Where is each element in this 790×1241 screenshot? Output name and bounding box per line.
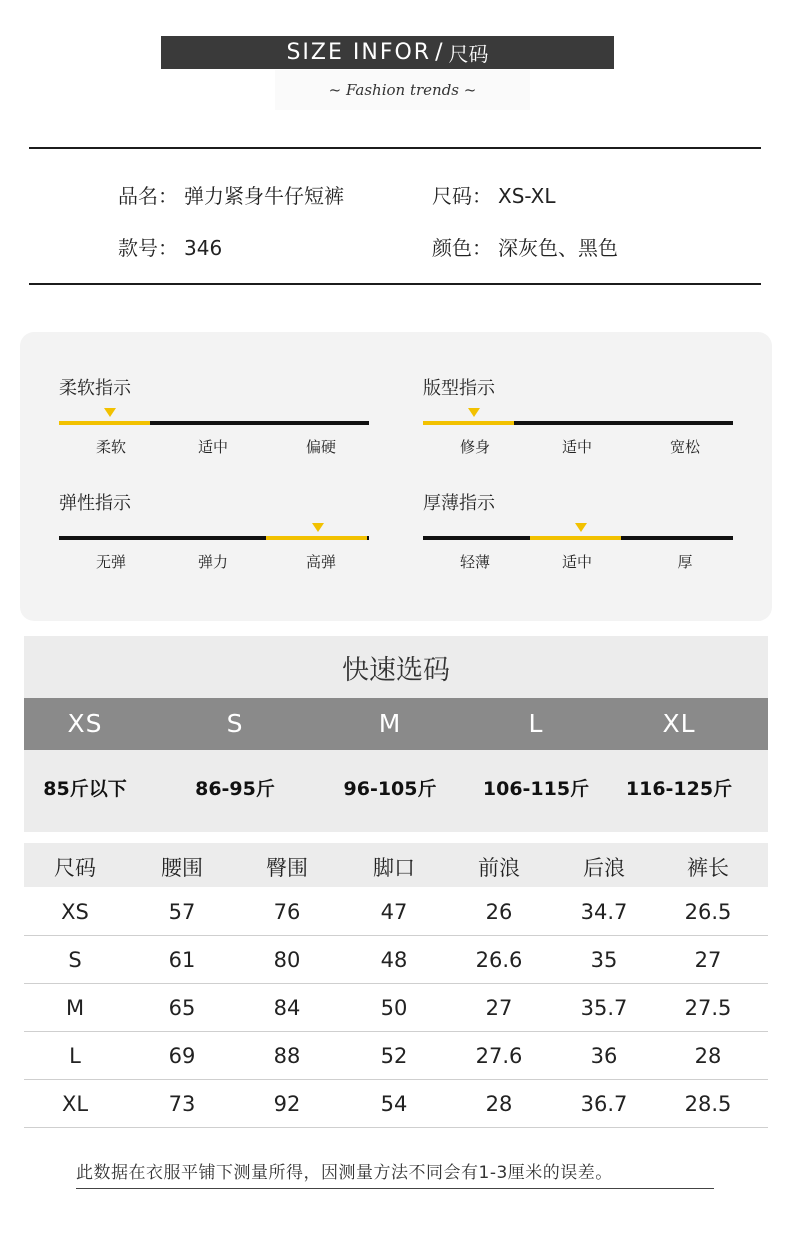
table-cell: 50 <box>380 996 408 1020</box>
table-header-cell: 臀围 <box>266 856 308 880</box>
product-name <box>118 180 344 209</box>
style-number-value: 346 <box>184 236 223 260</box>
quick-weight-value: 106-115斤 <box>482 778 590 800</box>
quick-weight-row <box>24 750 768 832</box>
indicator-track <box>423 421 733 425</box>
indicator-highlight <box>266 536 367 540</box>
indicator-option: 无弹 <box>95 553 126 571</box>
indicator-title: 厚薄指示 <box>423 493 495 514</box>
table-cell: 52 <box>380 1044 408 1068</box>
table-cell: 27 <box>485 996 513 1020</box>
table-cell: S <box>68 948 82 972</box>
table-cell: 26.6 <box>475 948 523 972</box>
divider-top <box>29 147 761 149</box>
indicator-option: 高弹 <box>305 553 336 571</box>
table-cell: 47 <box>380 900 408 924</box>
indicator-highlight <box>59 421 150 425</box>
title-separator: / <box>435 40 445 65</box>
indicator-option: 修身 <box>459 438 490 456</box>
quick-size-label: L <box>528 709 544 738</box>
indicator-arrow-icon <box>468 408 480 417</box>
table-header-cell: 后浪 <box>583 856 625 880</box>
thickness-indicator <box>423 489 733 599</box>
indicator-title: 弹性指示 <box>59 493 131 514</box>
product-name-value: 弹力紧身牛仔短裤 <box>184 184 344 208</box>
indicator-track <box>59 421 369 425</box>
table-header-cell: 前浪 <box>478 856 520 880</box>
colors-label: 颜色： <box>432 236 492 260</box>
indicator-panel <box>20 332 772 621</box>
table-cell: 54 <box>380 1092 408 1116</box>
table-cell: XS <box>61 900 89 924</box>
size-range-label: 尺码： <box>432 184 492 208</box>
indicator-option: 厚 <box>677 553 693 571</box>
table-cell: 35 <box>590 948 618 972</box>
product-colors <box>432 232 618 261</box>
title-en: SIZE INFOR <box>286 40 432 65</box>
style-number-label: 款号： <box>118 236 178 260</box>
size-range-value: XS-XL <box>498 184 556 208</box>
indicator-arrow-icon <box>575 523 587 532</box>
colors-value: 深灰色、黑色 <box>498 236 618 260</box>
table-cell: 73 <box>168 1092 196 1116</box>
indicator-option: 轻薄 <box>459 553 490 571</box>
table-cell: 36.7 <box>580 1092 628 1116</box>
indicator-highlight <box>423 421 514 425</box>
table-cell: 80 <box>273 948 301 972</box>
quick-weight-value: 85斤以下 <box>43 778 127 800</box>
quick-weight-value: 86-95斤 <box>195 778 275 800</box>
indicator-option: 适中 <box>561 553 592 571</box>
table-cell: 92 <box>273 1092 301 1116</box>
title-bar <box>161 36 614 69</box>
table-cell: 84 <box>273 996 301 1020</box>
quick-size-bar <box>24 698 768 750</box>
indicator-option: 适中 <box>197 438 228 456</box>
quick-size-label: M <box>378 709 402 738</box>
product-name-label: 品名： <box>118 184 178 208</box>
quick-size-label: XS <box>67 709 103 738</box>
indicator-track <box>423 536 733 540</box>
table-cell: L <box>69 1044 81 1068</box>
table-cell: 36 <box>590 1044 618 1068</box>
table-cell: 27.6 <box>475 1044 523 1068</box>
table-cell: 34.7 <box>580 900 628 924</box>
indicator-option: 弹力 <box>197 553 228 571</box>
table-cell: 26.5 <box>684 900 732 924</box>
indicator-arrow-icon <box>312 523 324 532</box>
table-cell: 26 <box>485 900 513 924</box>
table-row <box>24 887 768 936</box>
product-style-number <box>118 232 222 261</box>
title-cn: 尺码 <box>448 42 489 66</box>
quick-size-title: 快速选码 <box>24 636 768 698</box>
table-cell: 35.7 <box>580 996 628 1020</box>
table-cell: 88 <box>273 1044 301 1068</box>
table-cell: 28 <box>694 1044 722 1068</box>
table-cell: XL <box>61 1092 89 1116</box>
fit-indicator <box>423 374 733 484</box>
indicator-arrow-icon <box>104 408 116 417</box>
table-row <box>24 983 768 1032</box>
indicator-option: 宽松 <box>669 438 700 456</box>
elasticity-indicator <box>59 489 369 599</box>
quick-weight-value: 116-125斤 <box>625 778 733 800</box>
table-cell: 28 <box>485 1092 513 1116</box>
table-header-cell: 脚口 <box>373 856 415 880</box>
table-cell: 28.5 <box>684 1092 732 1116</box>
table-header-cell: 裤长 <box>687 856 729 880</box>
table-cell: 76 <box>273 900 301 924</box>
measurement-note: 此数据在衣服平铺下测量所得，因测量方法不同会有1-3厘米的误差。 <box>76 1163 613 1183</box>
table-row <box>24 1031 768 1080</box>
indicator-highlight <box>530 536 621 540</box>
indicator-title: 柔软指示 <box>59 378 131 399</box>
table-header-cell: 尺码 <box>54 856 96 880</box>
subtitle: ~ Fashion trends ~ <box>275 70 530 110</box>
table-cell: 69 <box>168 1044 196 1068</box>
indicator-option: 偏硬 <box>305 438 336 456</box>
quick-size-label: XL <box>662 709 696 738</box>
table-cell: 61 <box>168 948 196 972</box>
table-cell: 27 <box>694 948 722 972</box>
quick-weight-value: 96-105斤 <box>343 778 437 800</box>
table-header-row <box>24 843 768 887</box>
indicator-title: 版型指示 <box>423 378 495 399</box>
quick-size-label: S <box>226 709 244 738</box>
softness-indicator <box>59 374 369 484</box>
table-row <box>24 1079 768 1128</box>
table-cell: 48 <box>380 948 408 972</box>
indicator-option: 适中 <box>561 438 592 456</box>
product-size-range <box>432 180 555 209</box>
table-cell: M <box>65 996 85 1020</box>
indicator-track <box>59 536 369 540</box>
table-cell: 65 <box>168 996 196 1020</box>
note-underline <box>76 1188 714 1189</box>
indicator-option: 柔软 <box>95 438 126 456</box>
divider-bottom <box>29 283 761 285</box>
table-cell: 27.5 <box>684 996 732 1020</box>
table-cell: 57 <box>168 900 196 924</box>
table-header-cell: 腰围 <box>161 856 203 880</box>
table-row <box>24 935 768 984</box>
